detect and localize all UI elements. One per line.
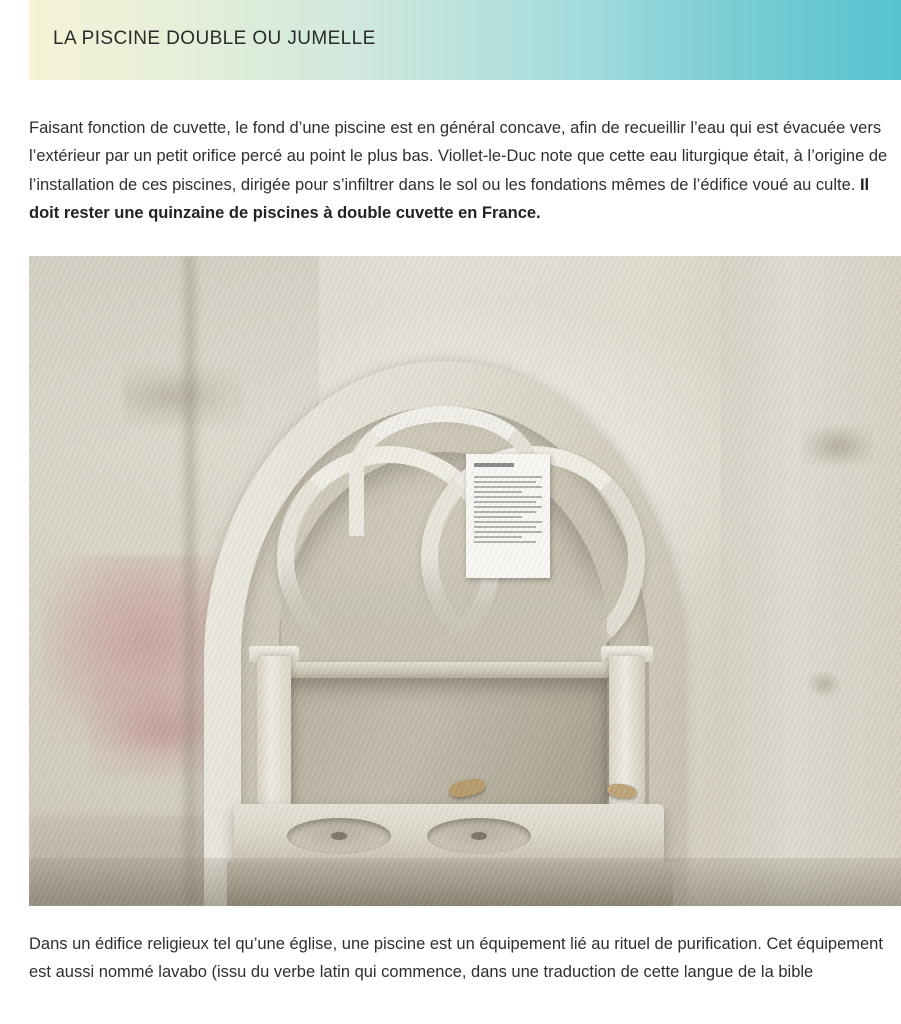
article-photo: [29, 256, 901, 906]
article-content: [29, 0, 901, 986]
photo-right-wall-chip: [803, 426, 873, 466]
photo-left-shadow: [179, 256, 201, 906]
page-title: LA PISCINE DOUBLE OU JUMELLE: [53, 28, 376, 49]
intro-paragraph-emphasis: Il doit rester une quinzaine de piscines à double cuvette en France.: [29, 175, 870, 223]
intro-paragraph: [29, 114, 891, 228]
intro-paragraph-text: Faisant fonction de cuvette, le fond d’une piscine est en général concave, afin de recueillir l’eau qui est évacuée vers l’extérieur par un petit orifice percé au point le plus bas. Viollet-le-Duc note que cette eau liturgique était, à l’origine de l’installation de ces piscines, dirigée pour s’infiltrer dans le sol ou les fondations mêmes de l’édifice voué au culte.: [29, 119, 888, 194]
photo-sheet-heading: [474, 463, 514, 467]
photo-right-wall-chip-secondary: [807, 671, 841, 697]
photo-upper-ledge: [281, 662, 611, 678]
photo-drain-hole-right: [471, 832, 487, 840]
photo-right-wall: [721, 256, 901, 906]
photo-lower-recess-back: [285, 678, 607, 818]
photo-sheet-text-lines: [474, 476, 542, 543]
photo-floor-shadow: [29, 858, 901, 906]
photo-information-sheet: [466, 454, 550, 578]
section-title-banner: [29, 0, 901, 80]
page-left-margin: [0, 0, 29, 1024]
photo-drain-hole-left: [331, 832, 347, 840]
after-photo-paragraph: Dans un édifice religieux tel qu’une église, une piscine est un équipement lié au rituel de purification. Cet équipement est aussi nommé lavabo (issu du verbe latin qui commence, dans une traduction de cette langue de la bible: [29, 934, 883, 981]
photo-tracery-shadow: [281, 556, 607, 666]
photo-stone-wall: [29, 256, 901, 906]
